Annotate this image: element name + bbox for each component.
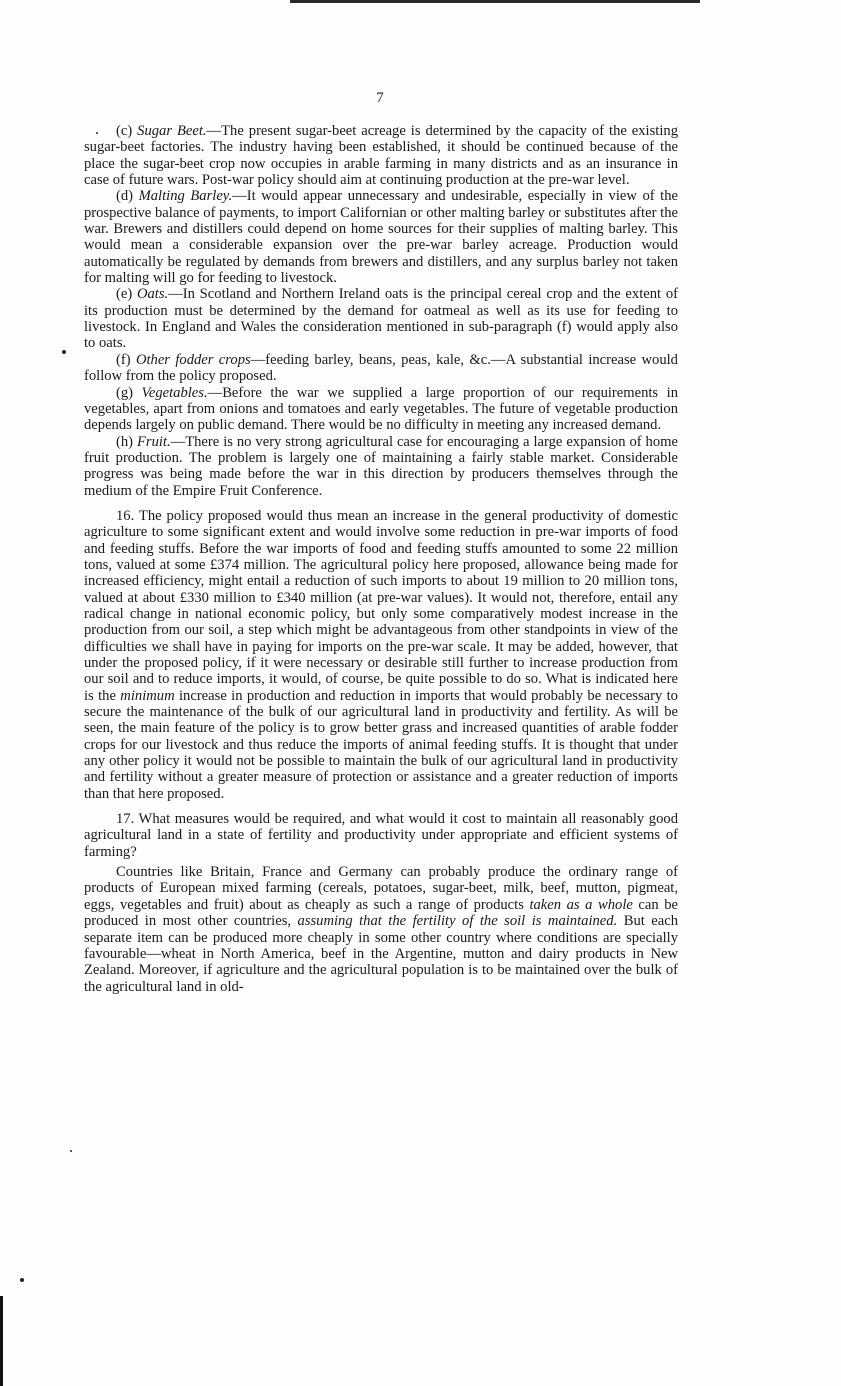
sub-paragraph-text: —The present sugar-beet acreage is determined by the capacity of the existing sugar-beet factories. The industry having been established, it should be continued because of the place the sugar-beet crop now occupies in arable farming in many districts and as an insurance in case of future wars. Post-war policy should aim at continuing production at the pre-war level.: [84, 123, 678, 189]
paragraph-text: What measures would be required, and what would it cost to maintain all reasonably good agricultural land in a state of fertility and productivity under appropriate and efficient systems of farming?: [84, 811, 678, 860]
scan-speck: [62, 350, 66, 354]
emphasis-text: assuming that the fertility of the soil is maintained.: [297, 913, 618, 930]
scan-speck: [70, 1150, 72, 1152]
margin-bar: [0, 1296, 3, 1386]
sub-paragraph-f: [84, 352, 678, 385]
paragraph-text: can be produced in most other countries,: [84, 896, 678, 930]
top-border-rule: [290, 0, 700, 3]
scan-speck: [96, 132, 98, 134]
paragraph-text: increase in production and reduction in imports that would probably be necessary to secure the maintenance of the bulk of our agricultural land in productivity and fertility. As will be seen, the main feature of the policy is to grow better grass and increased quantities of arable fodder crops for our livestock and thus reduce the imports of animal feeding stuffs. It is thought that under any other policy it would not be possible to maintain the bulk of our agricultural land in productivity and fertility without a greater measure of protection or assistance and a greater reduction of imports than that here proposed.: [84, 687, 678, 802]
sub-paragraph-text: —In Scotland and Northern Ireland oats is the principal cereal crop and the extent of its production must be determined by the demand for oatmeal as well as its use for feeding to livestock. In England and Wales the consideration mentioned in sub-paragraph (f) would apply also to oats.: [84, 286, 678, 352]
sub-paragraph-g: [84, 385, 678, 434]
page-number: 7: [376, 90, 384, 106]
sub-paragraph-heading: Malting Barley.: [138, 188, 233, 205]
sub-paragraph-heading: Vegetables.: [141, 384, 208, 401]
paragraph-17-answer: [84, 864, 678, 995]
sub-paragraph-e: [84, 286, 678, 351]
sub-paragraph-d: [84, 188, 678, 286]
sub-paragraph-marker: (e): [116, 286, 137, 303]
sub-paragraph-h: [84, 434, 678, 499]
sub-paragraph-marker: (f): [116, 351, 136, 368]
sub-paragraph-marker: (d): [116, 188, 139, 205]
paragraph-number: 17.: [116, 811, 135, 828]
sub-paragraph-text: —It would appear unnecessary and undesirable, especially in view of the prospective balance of payments, to import Californian or other malting barley or substitutes after the war. Brewers and distillers could depend on home sources for their supplies of malting barley. This would mean a considerable expansion over the pre-war barley acreage. Production would automatically be regulated by demands from brewers and distillers, and any surplus barley not taken for malting will go for feeding to livestock.: [84, 188, 679, 287]
sub-paragraph-heading: Sugar Beet.: [137, 123, 207, 139]
sub-paragraph-marker: (g): [116, 384, 142, 401]
paragraph-text: The policy proposed would thus mean an increase in the general productivity of domestic agriculture to some significant extent and would involve some reduction in pre-war imports of food and feeding stuffs. Before the war imports of food and feeding stuffs amounted to some 22 million tons, valued at some £374 million. The agricultural policy here proposed, allowance being made for increased efficiency, might entail a reduction of such imports to about 19 million to 20 million tons, valued at about £330 million to £340 million (at pre-war values). It would not, therefore, entail any radical change in national economic policy, but only some comparatively modest increase in the production from our soil, a step which might be advantageous from other standpoints in view of the difficulties we shall have in paying for imports on the pre-war scale. It may be added, however, that under the proposed policy, if it were necessary or desirable still further to increase production from our soil and to reduce imports, it would, of course, be quite possible to do so. What is indicated here is the: [84, 507, 678, 704]
sub-paragraph-marker: (h): [116, 433, 137, 450]
sub-paragraph-heading: Fruit.: [136, 433, 171, 450]
paragraph-text: Countries like Britain, France and Germany can probably produce the ordinary range of products of European mixed farming (cereals, potatoes, sugar-beet, milk, beef, mutton, pigmeat, eggs, vegetables and fruit) about as cheaply as such a range of products: [84, 864, 678, 913]
paragraph-number: 16.: [116, 507, 135, 524]
emphasis-minimum: minimum: [120, 687, 175, 704]
sub-paragraph-c: [84, 123, 678, 188]
document-body: [84, 123, 678, 995]
scan-speck: [20, 1278, 24, 1282]
sub-paragraph-heading: Oats.: [136, 286, 169, 303]
sub-paragraph-text: —There is no very strong agricultural case for encouraging a large expansion of home fruit production. The problem is largely one of maintaining a fairly stable market. Considerable progress was being made before the war in this direction by producers themselves through the medium of the Empire Fruit Conference.: [84, 433, 678, 499]
sub-paragraph-text: —Before the war we supplied a large proportion of our requirements in vegetables, apart from onions and tomatoes and early vegetables. The future of vegetable production depends largely on public demand. There would be no difficulty in meeting any increased demand.: [84, 384, 678, 434]
paragraph-text: But each separate item can be produced more cheaply in some other country where conditions are specially favourable—wheat in North America, beef in the Argentine, mutton and dairy products in New Zealand. Moreover, if agriculture and the agricultural population is to be maintained over the bulk of the agricultural land in old-: [84, 913, 678, 995]
sub-paragraph-heading: Other fodder crops: [135, 351, 251, 368]
sub-paragraph-marker: (c): [116, 123, 138, 139]
sub-paragraph-text: —feeding barley, beans, peas, kale, &c.—A substantial increase would follow from the policy proposed.: [84, 351, 678, 385]
paragraph-16: [84, 508, 678, 802]
paragraph-17-question: [84, 811, 678, 860]
emphasis-text: taken as a whole: [529, 896, 633, 913]
